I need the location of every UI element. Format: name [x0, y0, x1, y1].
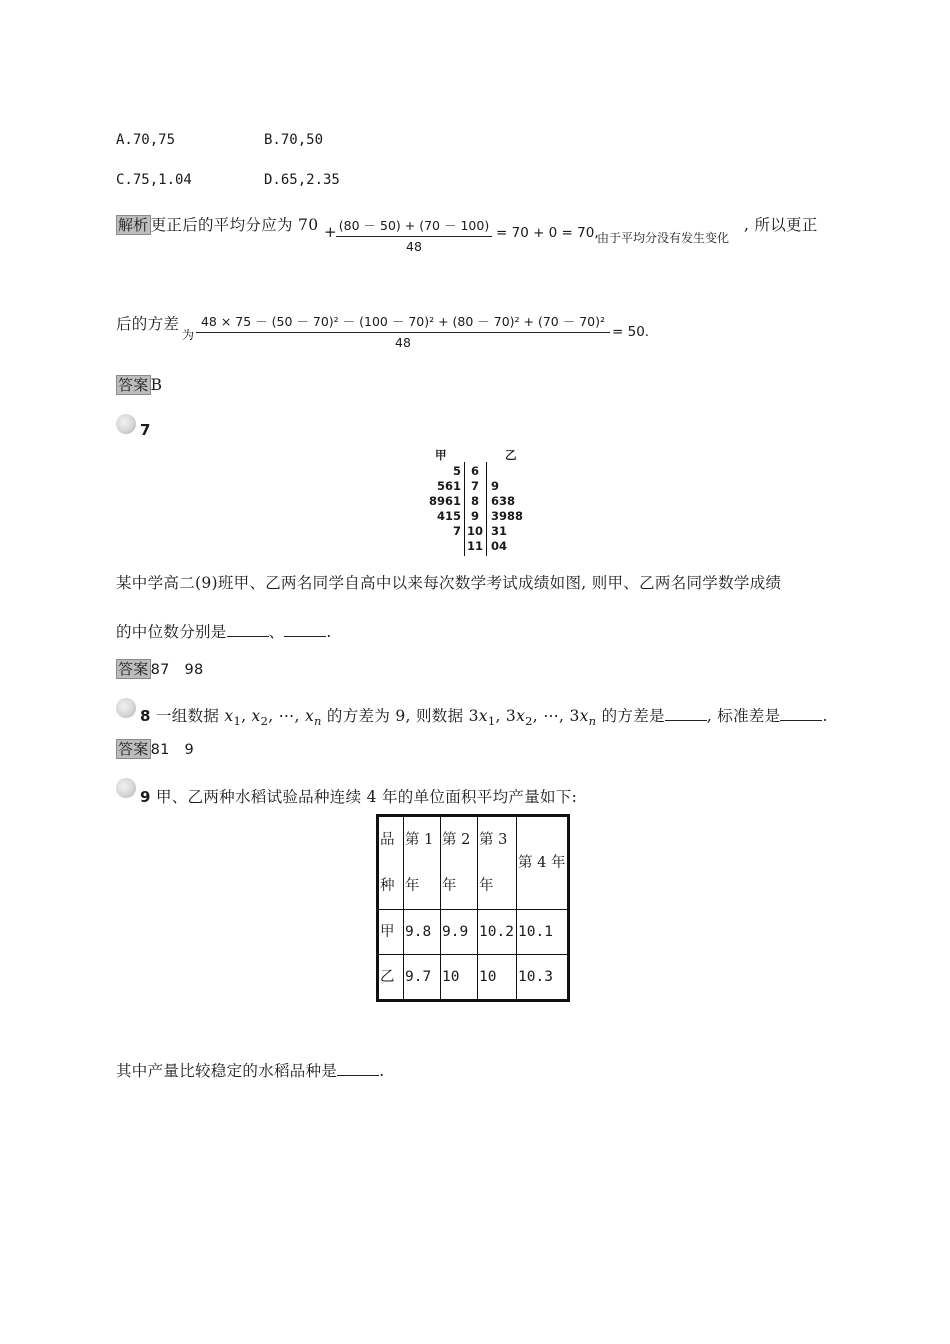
question-8-number: 8	[140, 707, 151, 725]
question-bullet-icon	[116, 778, 136, 798]
stem-divider-right	[486, 462, 487, 556]
option-b: B.70,50	[264, 132, 324, 148]
question-8-text: 8 一组数据 $x_1$, $x_2$, ⋯, $x_n$ 的方差为 9, 则数据 $3x_1$, $3x_2$, ⋯, $3x_n$ 的方差是 , 标准差是 .	[140, 707, 828, 729]
answer-blank	[284, 622, 326, 637]
table-cell: 甲	[378, 910, 404, 955]
table-row	[378, 910, 569, 955]
header-text: 第 1 年	[405, 832, 434, 894]
table-cell: 10	[441, 955, 478, 1001]
question-9-number: 9	[140, 788, 151, 806]
plus-sign: +	[324, 223, 337, 241]
stem-leaf-stem: 11	[466, 539, 483, 553]
stem-leaf-stem: 8	[470, 494, 479, 508]
question-9-prompt	[116, 1059, 384, 1081]
q9-text: 甲、乙两种水稻试验品种连续 4 年的单位面积平均产量如下:	[150, 788, 578, 806]
analysis-eq-1: = 70 + 0 = 70,	[496, 225, 599, 241]
analysis-text-1: 更正后的平均分应为 70	[150, 216, 319, 234]
analysis-tag: 解析	[118, 216, 149, 234]
analysis-line-2-wei: 为	[182, 328, 195, 342]
table-cell: 9.8	[404, 910, 441, 955]
fraction-mean	[336, 216, 492, 254]
table-cell: 10.2	[478, 910, 517, 955]
q8-text-c: 的方差是	[596, 707, 665, 725]
table-row	[378, 955, 569, 1001]
stem-leaf-stem: 9	[470, 509, 479, 523]
q9-prompt-text: 其中产量比较稳定的水稻品种是	[116, 1062, 338, 1080]
analysis-line-1	[116, 213, 318, 235]
option-c: C.75,1.04	[116, 172, 192, 188]
yield-table	[376, 814, 570, 1002]
question-7-text-2a: 的中位数分别是	[116, 623, 227, 641]
analysis-line-2-start: 后的方差	[116, 315, 180, 333]
stem-leaf-stem: 7	[470, 479, 479, 493]
option-a: A.70,75	[116, 132, 176, 148]
fraction-variance-denominator: 48	[395, 335, 411, 350]
separator: 、	[268, 623, 285, 641]
stem-leaf-left	[421, 539, 461, 554]
fraction-mean-denominator: 48	[406, 239, 422, 254]
question-7-text-1: 某中学高二(9)班甲、乙两名同学自高中以来每次数学考试成绩如图, 则甲、乙两名同学数学成绩	[116, 574, 782, 592]
answer-blank	[665, 706, 707, 721]
table-cell: 9.7	[404, 955, 441, 1001]
answer-value: 81 9	[150, 742, 194, 758]
stem-leaf-left: 561	[436, 479, 461, 493]
stem-leaf-left: 415	[436, 509, 461, 523]
q8-text-e: .	[822, 707, 828, 725]
stem-leaf-left: 8961	[428, 494, 461, 508]
table-header-cell	[404, 816, 441, 910]
q8-text-b: 的方差为 9, 则数据	[321, 707, 469, 725]
fraction-variance	[196, 312, 610, 350]
analysis-text-2: , 所以更正	[744, 216, 818, 234]
fraction-variance-numerator: 48 × 75 － (50 － 70)² － (100 － 70)² + (80 － 70)² + (70 － 70)²	[196, 312, 610, 333]
stem-leaf-stem: 10	[466, 524, 483, 538]
answer-blank	[227, 622, 269, 637]
question-7-number: 7	[140, 421, 151, 439]
header-text: 第 2 年	[442, 832, 471, 894]
q8-text-a: 一组数据	[150, 707, 225, 725]
answer-blank	[780, 706, 822, 721]
question-bullet-icon	[116, 698, 136, 718]
answer-blank	[337, 1061, 379, 1076]
answer-tag: 答案	[118, 740, 149, 758]
analysis-note-1: 由于平均分没有发生变化	[597, 231, 730, 245]
stem-divider-left	[464, 462, 465, 556]
answer-tag: 答案	[118, 660, 149, 678]
stem-leaf-right: 9	[491, 479, 500, 493]
header-text: 第 4 年	[518, 855, 566, 871]
answer-6	[116, 375, 162, 395]
stem-leaf-left: 7	[452, 524, 461, 538]
period: .	[379, 1062, 385, 1080]
table-cell: 乙	[378, 955, 404, 1001]
q8-text-d: , 标准差是	[706, 707, 781, 725]
stem-leaf-stem: 6	[470, 464, 479, 478]
question-bullet-icon	[116, 414, 136, 434]
table-header-cell	[517, 816, 569, 910]
stem-leaf-right: 638	[491, 494, 516, 508]
option-d: D.65,2.35	[264, 172, 340, 188]
question-7-text-2	[116, 620, 332, 642]
answer-7	[116, 658, 204, 679]
stem-leaf-right: 04	[491, 539, 508, 553]
fraction-mean-numerator: (80 － 50) + (70 － 100)	[336, 216, 492, 237]
stem-leaf-left: 5	[452, 464, 461, 478]
answer-value: B	[150, 376, 163, 394]
stem-leaf-right-header: 乙	[505, 448, 517, 462]
stem-leaf-left-header: 甲	[435, 448, 447, 462]
stem-leaf-right: 31	[491, 524, 508, 538]
table-header-cell	[441, 816, 478, 910]
analysis-eq-2: = 50.	[612, 324, 650, 340]
table-cell: 9.9	[441, 910, 478, 955]
answer-8	[116, 738, 194, 759]
table-cell: 10	[478, 955, 517, 1001]
header-text: 第 3 年	[479, 832, 508, 894]
table-header-cell	[478, 816, 517, 910]
table-header-row	[378, 816, 569, 910]
header-text: 品 种	[380, 832, 395, 894]
table-cell: 10.1	[517, 910, 569, 955]
answer-tag: 答案	[118, 376, 149, 394]
period: .	[326, 623, 332, 641]
stem-leaf-plot	[421, 448, 541, 556]
table-cell: 10.3	[517, 955, 569, 1001]
stem-leaf-right: 3988	[491, 509, 524, 523]
table-header-cell	[378, 816, 404, 910]
question-9-text	[140, 785, 577, 807]
answer-value: 87 98	[150, 662, 204, 678]
